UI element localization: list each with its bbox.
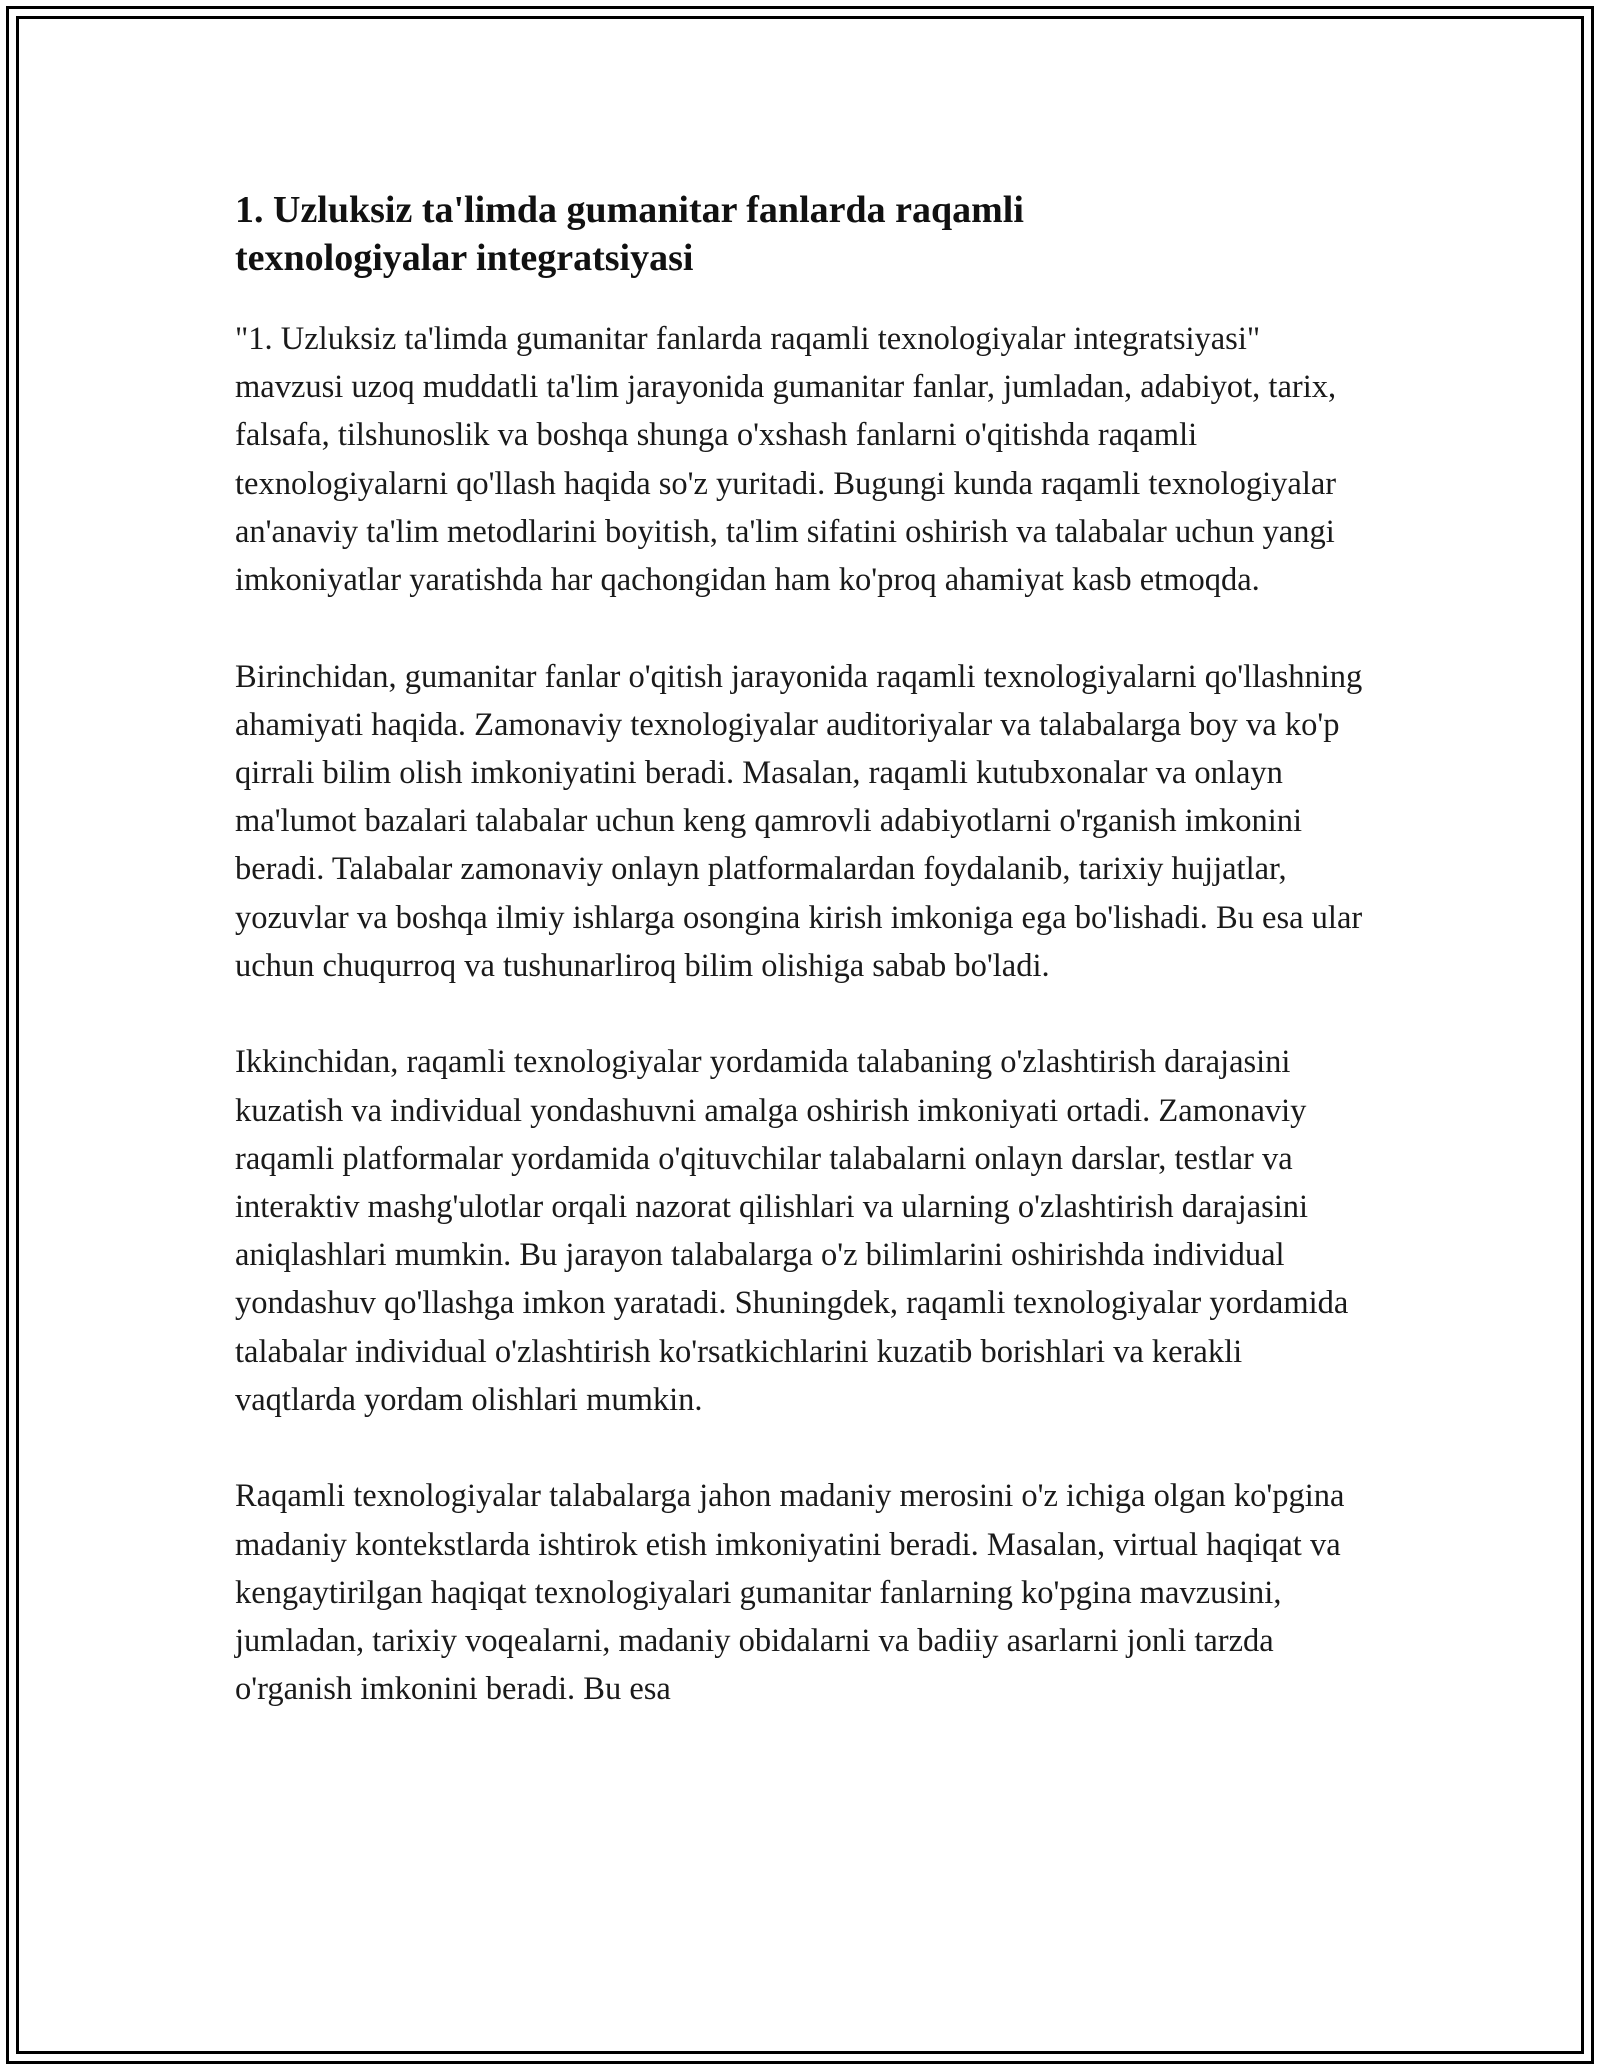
document-body: [235, 186, 1365, 1713]
paragraph-first-point: Birinchidan, gumanitar fanlar o'qitish jarayonida raqamli texnologiyalarni qo'llashning ahamiyati haqida. Zamonaviy texnologiyalar auditoriyalar va talabalarga boy va ko'p qirrali bilim olish imkoniyatini beradi. Masalan, raqamli kutubxonalar va onlayn ma'lumot bazalari talabalar uchun keng qamrovli adabiyotlarni o'rganish imkonini beradi. Talabalar zamonaviy onlayn platformalardan foydalanib, tarixiy hujjatlar, yozuvlar va boshqa ilmiy ishlarga osongina kirish imkoniga ega bo'lishadi. Bu esa ular uchun chuqurroq va tushunarliroq bilim olishiga sabab bo'ladi.: [235, 658, 1363, 984]
paragraph-second-point: Ikkinchidan, raqamli texnologiyalar yordamida talabaning o'zlashtirish darajasini kuzatish va individual yondashuvni amalga oshirish imkoniyati ortadi. Zamonaviy raqamli platformalar yordamida o'qituvchilar talabalarni onlayn darslar, testlar va interaktiv mashg'ulotlar orqali nazorat qilishlari va ularning o'zlashtirish darajasini aniqlashlari mumkin. Bu jarayon talabalarga o'z bilimlarini oshirishda individual yondashuv qo'llashga imkon yaratadi. Shuningdek, raqamli texnologiyalar yordamida talabalar individual o'zlashtirish ko'rsatkichlarini kuzatib borishlari va kerakli vaqtlarda yordam olishlari mumkin.: [235, 1044, 1349, 1418]
paragraph-intro: "1. Uzluksiz ta'limda gumanitar fanlarda raqamli texnologiyalar integratsiyasi" mavzusi uzoq muddatli ta'lim jarayonida gumanitar fanlar, jumladan, adabiyot, tarix, falsafa, tilshunoslik va boshqa shunga o'xshash fanlarni o'qitishda raqamli texnologiyalarni qo'llash haqida so'z yuritadi. Bugungi kunda raqamli texnologiyalar an'anaviy ta'lim metodlarini boyitish, ta'lim sifatini oshirish va talabalar uchun yangi imkoniyatlar yaratishda har qachongidan ham ko'proq ahamiyat kasb etmoqda.: [235, 321, 1337, 599]
document-heading: 1. Uzluksiz ta'limda gumanitar fanlarda raqamli texnologiyalar integratsiyasi: [235, 189, 1024, 279]
paragraph-cultural-heritage: Raqamli texnologiyalar talabalarga jahon madaniy merosini o'z ichiga olgan ko'pgina madaniy kontekstlarda ishtirok etish imkoniyatini beradi. Masalan, virtual haqiqat va kengaytirilgan haqiqat texnologiyalari gumanitar fanlarning ko'pgina mavzusini, jumladan, tarixiy voqealarni, madaniy obidalarni va badiiy asarlarni jonli tarzda o'rganish imkonini beradi. Bu esa: [235, 1478, 1345, 1708]
